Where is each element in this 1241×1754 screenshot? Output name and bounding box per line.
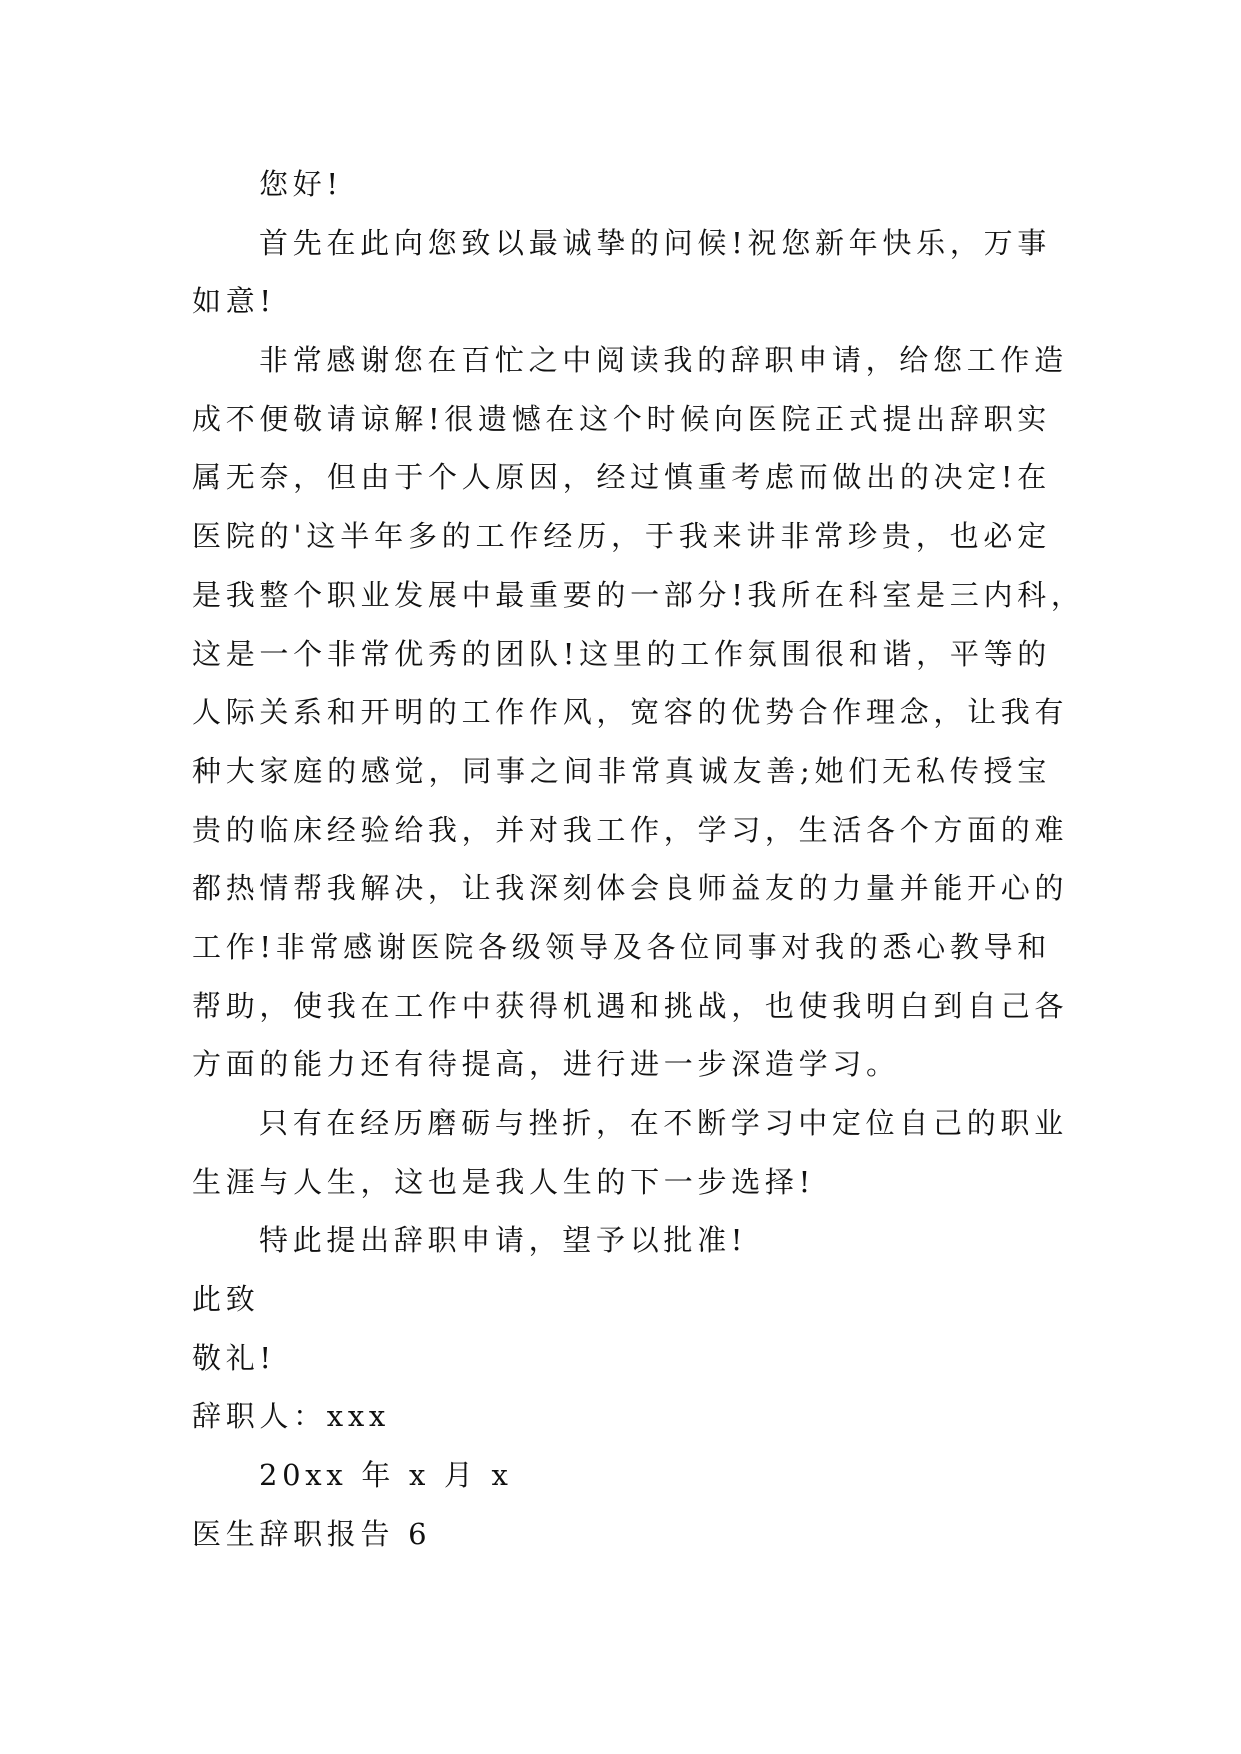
date-line (192, 1446, 1051, 1505)
paragraph-line: 生涯与人生，这也是我人生的下一步选择! (192, 1164, 815, 1199)
closing-line (192, 1270, 1051, 1329)
signature-line (192, 1387, 1051, 1446)
paragraph-line: 都热情帮我解决，让我深刻体会良师益友的力量并能开心的 (192, 871, 1069, 906)
paragraph-line: 医院的'这半年多的工作经历，于我来讲非常珍贵，也必定 (192, 519, 1051, 554)
paragraph-line: 首先在此向您致以最诚挚的问候!祝您新年快乐，万事 (259, 225, 1051, 260)
paragraph-line: 只有在经历磨砺与挫折，在不断学习中定位自己的职业 (259, 1106, 1068, 1140)
body-paragraph (192, 331, 1085, 1094)
salute-line (192, 1329, 1051, 1388)
paragraph-line: 帮助，使我在工作中获得机遇和挑战，也使我明白到自己各 (192, 988, 1069, 1023)
reflection-paragraph (192, 1094, 1068, 1211)
next-section-title (192, 1505, 1051, 1564)
paragraph-line: 人际关系和开明的工作作风，宽容的优势合作理念，让我有 (192, 695, 1069, 730)
paragraph-line: 属无奈，但由于个人原因，经过慎重考虑而做出的决定!在 (192, 460, 1051, 495)
paragraph-line: 种大家庭的感觉，同事之间非常真诚友善;她们无私传授宝 (192, 753, 1051, 788)
paragraph-line: 工作!非常感谢医院各级领导及各位同事对我的悉心教导和 (192, 929, 1051, 964)
greeting-paragraph (192, 155, 1051, 214)
paragraph-line: 敬礼! (192, 1340, 276, 1375)
paragraph-line: 特此提出辞职申请，望予以批准! (259, 1223, 748, 1258)
paragraph-line: 此致 (192, 1282, 260, 1317)
paragraph-line: 成不便敬请谅解!很遗憾在这个时候向医院正式提出辞职实 (192, 401, 1051, 436)
section-title-text: 医生辞职报告 6 (192, 1516, 432, 1551)
opening-paragraph (192, 214, 1051, 331)
letter-content (192, 155, 1085, 1564)
paragraph-line: 如意! (192, 284, 276, 319)
paragraph-line: 您好! (259, 167, 343, 201)
paragraph-line: 是我整个职业发展中最重要的一部分!我所在科室是三内科， (192, 577, 1085, 612)
paragraph-line: 20xx 年 x 月 x (259, 1458, 513, 1493)
paragraph-line: 贵的临床经验给我，并对我工作，学习，生活各个方面的难 (192, 812, 1069, 847)
paragraph-line: 方面的能力还有待提高，进行进一步深造学习。 (192, 1047, 900, 1082)
paragraph-line: 辞职人：xxx (192, 1399, 390, 1434)
paragraph-line: 非常感谢您在百忙之中阅读我的辞职申请，给您工作造 (259, 343, 1068, 378)
request-paragraph (192, 1211, 1051, 1270)
paragraph-line: 这是一个非常优秀的团队!这里的工作氛围很和谐，平等的 (192, 636, 1051, 671)
